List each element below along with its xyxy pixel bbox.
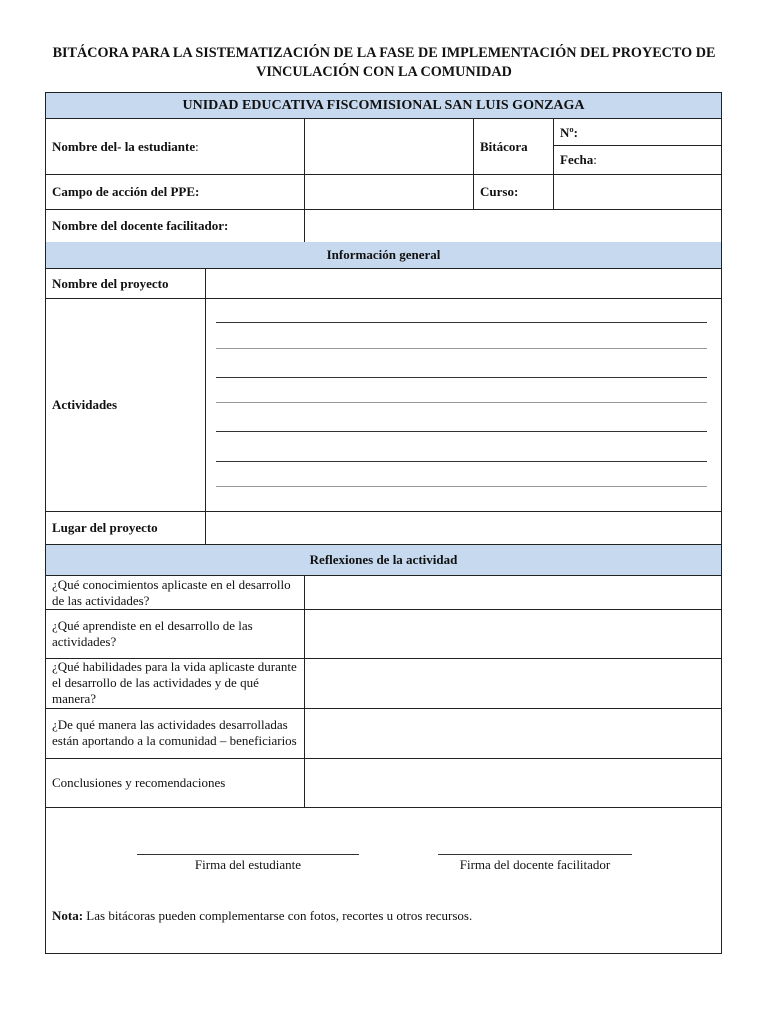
conclusions-input[interactable]: [305, 758, 721, 807]
number-field[interactable]: Nº:: [560, 124, 579, 140]
note-label: Nota:: [52, 908, 84, 923]
writing-line: [216, 322, 707, 323]
writing-line: [216, 402, 707, 403]
reflection-answer-input[interactable]: [305, 708, 721, 758]
school-name-header: UNIDAD EDUCATIVA FISCOMISIONAL SAN LUIS GONZAGA: [46, 93, 721, 119]
date-field[interactable]: Fecha :: [560, 152, 597, 167]
project-place-label: Lugar del proyecto: [52, 519, 158, 535]
grid-line: [554, 145, 721, 146]
grid-line: [205, 269, 206, 544]
document-title: [30, 44, 738, 82]
grid-line: [304, 119, 305, 242]
conclusions-label: Conclusiones y recomendaciones: [52, 774, 226, 790]
title-line-1: BITÁCORA PARA LA SISTEMATIZACIÓN DE LA FASE DE IMPLEMENTACIÓN DEL PROYECTO DE: [52, 45, 716, 61]
grid-line: [46, 511, 721, 512]
student-name-label: Nombre del- la estudiante :: [52, 138, 199, 154]
writing-line: [216, 348, 707, 349]
grid-line: [46, 609, 721, 610]
grid-line: [46, 298, 721, 299]
logbook-form: [45, 92, 722, 954]
grid-line: [46, 708, 721, 709]
footnote: [52, 908, 472, 924]
writing-line: [216, 377, 707, 378]
title-line-2: VINCULACIÓN CON LA COMUNIDAD: [256, 64, 512, 80]
teacher-signature-label: Firma del docente facilitador: [459, 857, 611, 872]
general-info-header: Información general: [46, 242, 721, 269]
grid-line: [46, 758, 721, 759]
activities-input[interactable]: [206, 298, 721, 511]
field-of-action-label: Campo de acción del PPE:: [52, 183, 200, 199]
teacher-signature-line[interactable]: [438, 854, 632, 855]
writing-line: [216, 431, 707, 432]
course-input[interactable]: [554, 174, 721, 209]
reflection-question: ¿Qué habilidades para la vida aplicaste durante el desarrollo de las actividades y de qué manera?: [52, 659, 297, 706]
writing-line: [216, 461, 707, 462]
writing-line: [216, 486, 707, 487]
field-of-action-input[interactable]: [305, 174, 473, 209]
bitacora-label: Bitácora: [480, 138, 528, 154]
grid-line: [46, 658, 721, 659]
note-text: Las bitácoras pueden complementarse con fotos, recortes u otros recursos.: [83, 908, 473, 923]
student-name-input[interactable]: [305, 119, 473, 174]
teacher-name-label: Nombre del docente facilitador:: [52, 217, 229, 233]
reflection-question: ¿Qué conocimientos aplicaste en el desarrollo de las actividades?: [52, 576, 291, 608]
reflection-answer-input[interactable]: [305, 658, 721, 708]
activities-label: Actividades: [52, 396, 117, 412]
student-signature-label: Firma del estudiante: [194, 857, 302, 872]
reflection-question: ¿De qué manera las actividades desarrolladas están aportando a la comunidad – beneficiarios: [52, 717, 297, 748]
grid-line: [304, 576, 305, 807]
project-name-label: Nombre del proyecto: [52, 275, 169, 291]
project-name-input[interactable]: [206, 269, 721, 298]
grid-line: [473, 119, 474, 209]
grid-line: [46, 807, 721, 808]
reflection-answer-input[interactable]: [305, 609, 721, 658]
grid-line: [46, 174, 721, 175]
grid-line: [553, 119, 554, 209]
grid-line: [46, 544, 721, 545]
grid-line: [46, 209, 721, 210]
reflections-header: Reflexiones de la actividad: [46, 544, 721, 576]
project-place-input[interactable]: [206, 511, 721, 544]
reflection-question: ¿Qué aprendiste en el desarrollo de las actividades?: [52, 617, 253, 649]
teacher-name-input[interactable]: [305, 209, 721, 242]
student-signature-line[interactable]: [137, 854, 359, 855]
reflection-answer-input[interactable]: [305, 576, 721, 609]
course-label: Curso:: [480, 183, 519, 199]
